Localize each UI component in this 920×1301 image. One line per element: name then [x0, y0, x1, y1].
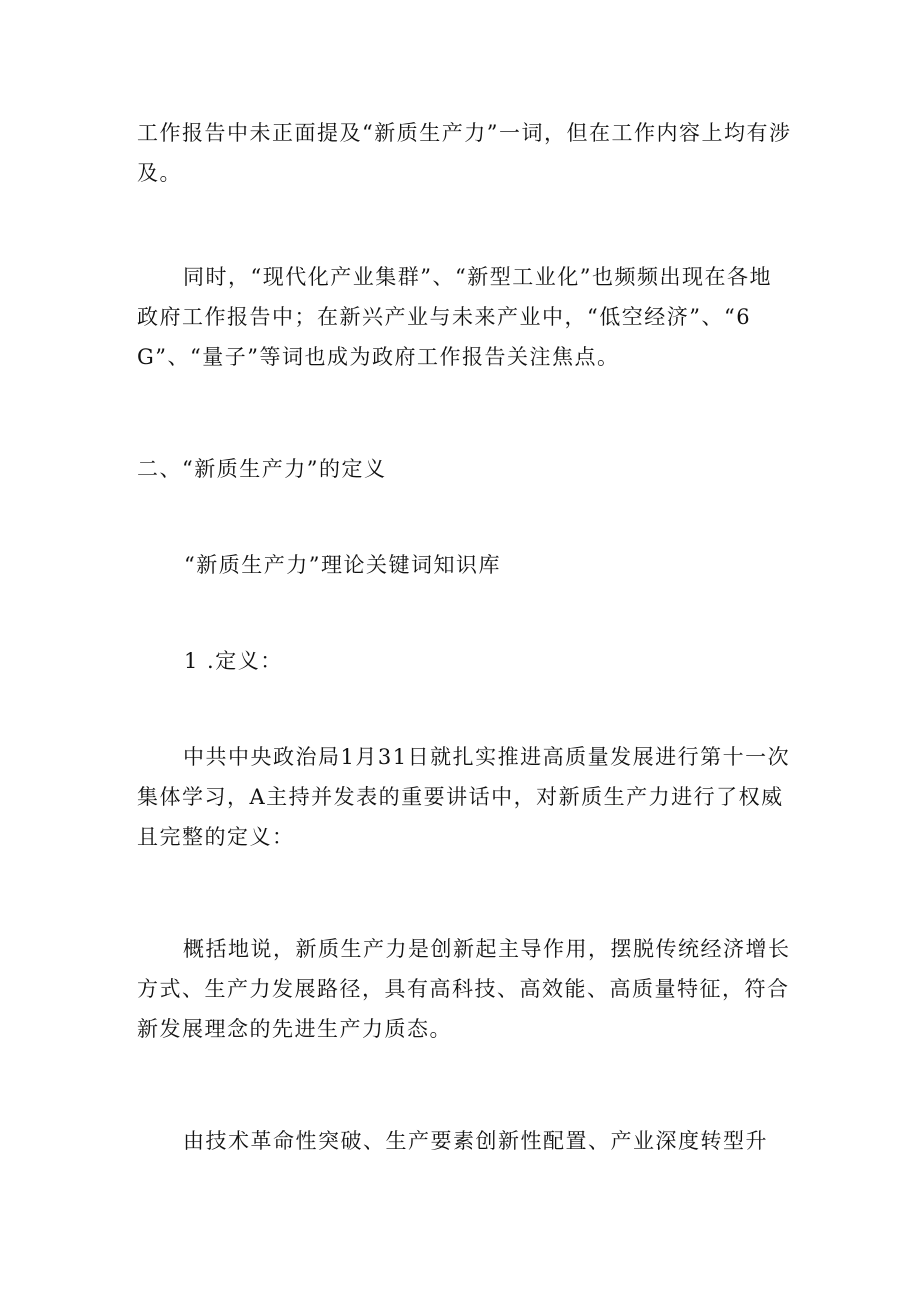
paragraph-definition-summary: 概括地说，新质生产力是创新起主导作用，摆脱传统经济增长方式、生产力发展路径，具有高科技、高效能、高质量特征，符合新发展理念的先进生产力质态。 [137, 937, 791, 1041]
paragraph-report-mention: 工作报告中未正面提及“新质生产力”一词，但在工作内容上均有涉及。 [137, 121, 792, 185]
paragraph-industry-clusters: 同时，“现代化产业集群”、“新型工业化”也频频出现在各地政府工作报告中；在新兴产业与未来产业中，“低空经济”、“6G”、“量子”等词也成为政府工作报告关注焦点。 [137, 265, 772, 369]
section-heading: 二、“新质生产力”的定义 [137, 457, 387, 481]
paragraph-technology-breakthrough: 由技术革命性突破、生产要素创新性配置、产业深度转型升 [183, 1129, 768, 1153]
item-label-definition: 1 .定义： [184, 649, 283, 673]
subheading-knowledge-base: “新质生产力”理论关键词知识库 [184, 553, 501, 577]
paragraph-politburo-study: 中共中央政治局1月31日就扎实推进高质量发展进行第十一次集体学习，A主持并发表的重要讲话中，对新质生产力进行了权威且完整的定义： [137, 745, 791, 849]
